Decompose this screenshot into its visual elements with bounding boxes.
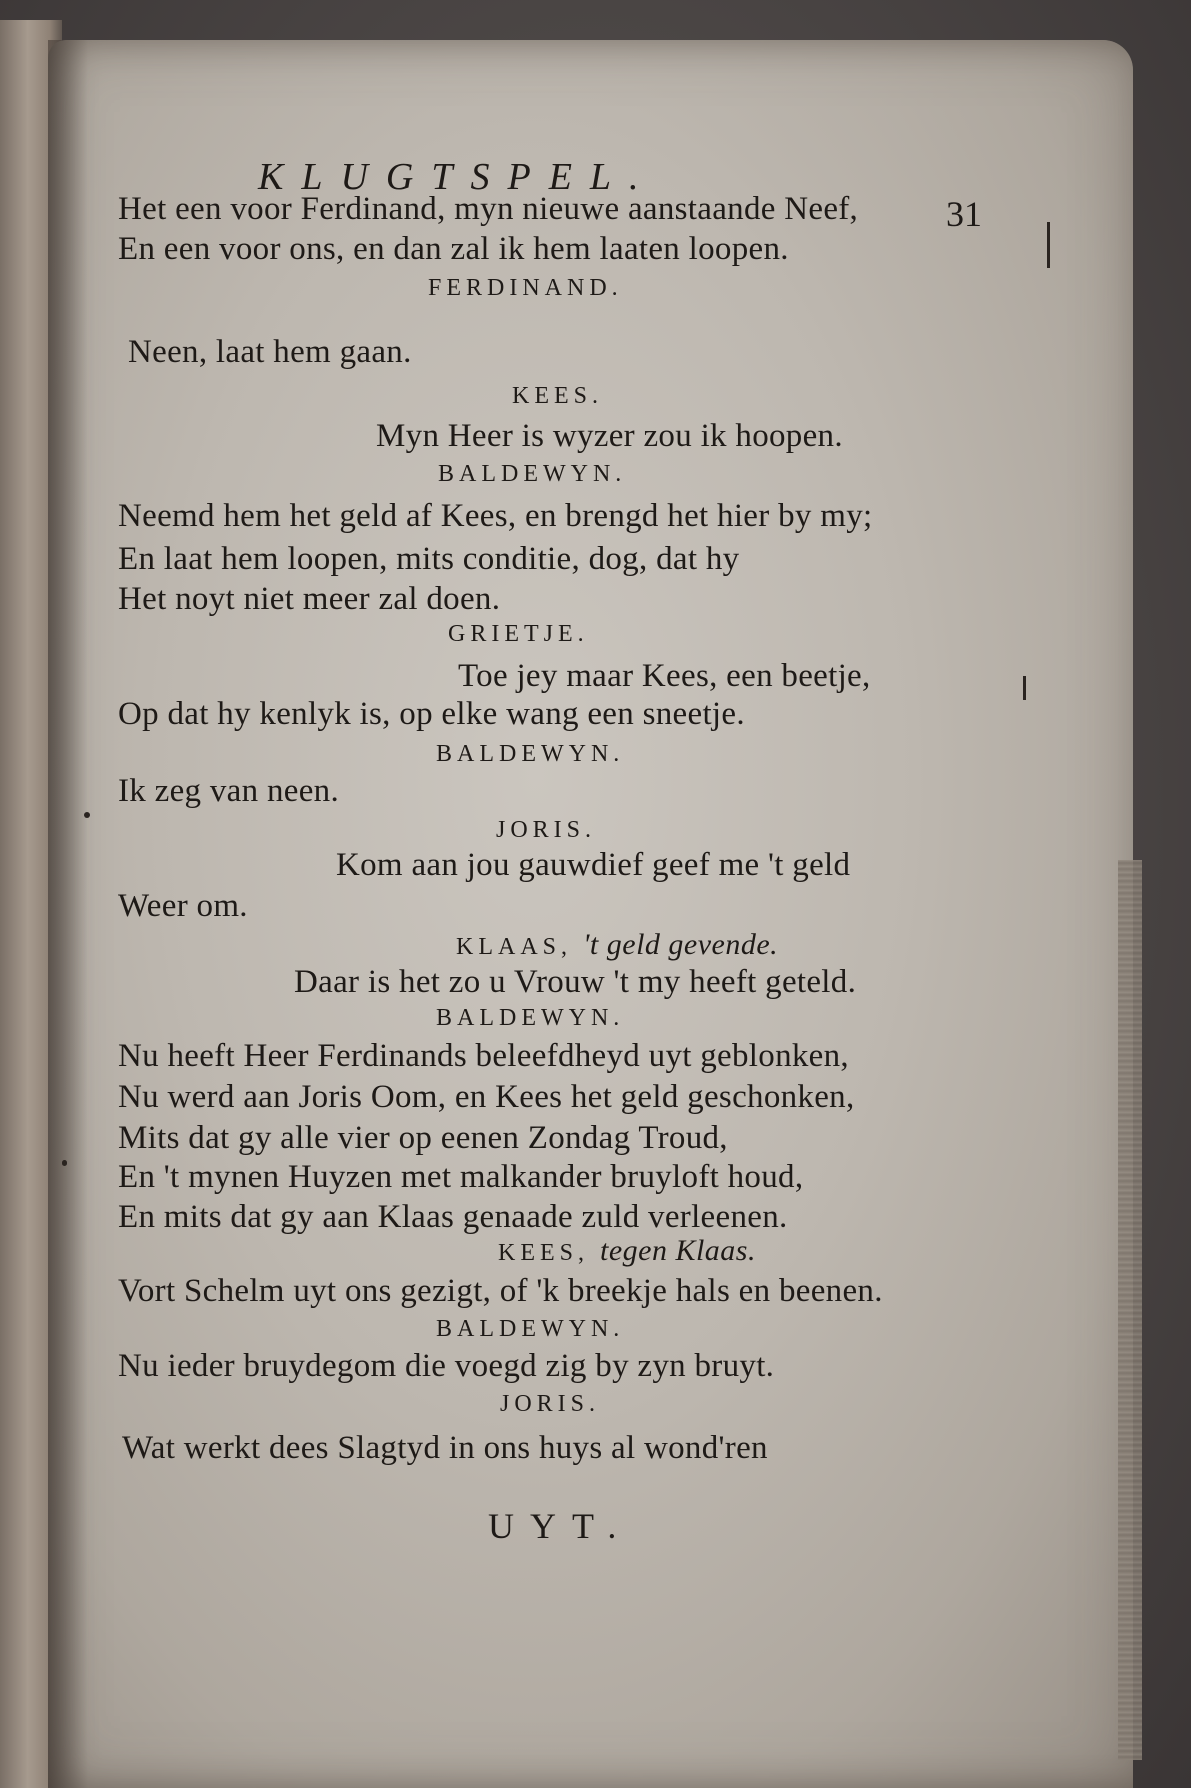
- verse-line: Daar is het zo u Vrouw 't my heeft geteld.: [294, 964, 857, 1000]
- margin-mark: [1023, 676, 1026, 700]
- verse-line: En een voor ons, en dan zal ik hem laaten loopen.: [118, 231, 789, 267]
- verse-line: En mits dat gy aan Klaas genaade zuld verleenen.: [118, 1199, 788, 1235]
- speaker-name: JORIS.: [500, 1391, 601, 1417]
- verse-line: Nu ieder bruydegom die voegd zig by zyn bruyt.: [118, 1348, 775, 1384]
- stage-direction: 't geld gevende.: [583, 928, 779, 961]
- page-fore-edge: [1118, 860, 1142, 1760]
- verse-line: Nu werd aan Joris Oom, en Kees het geld geschonken,: [118, 1079, 855, 1115]
- verse-line: Neen, laat hem gaan.: [128, 334, 412, 370]
- verse-line: Het noyt niet meer zal doen.: [118, 581, 501, 617]
- ink-spot: [62, 1160, 67, 1166]
- speaker-label: KLAAS,: [456, 934, 573, 960]
- verse-line: En laat hem loopen, mits conditie, dog, dat hy: [118, 541, 740, 577]
- stage-direction: tegen Klaas.: [600, 1234, 756, 1267]
- speaker-name: BALDEWYN.: [436, 1005, 625, 1031]
- gutter-shadow: [48, 40, 88, 1788]
- verse-line: Mits dat gy alle vier op eenen Zondag Troud,: [118, 1120, 728, 1156]
- page-number: 31: [946, 194, 982, 234]
- speaker-name: [456, 930, 778, 960]
- running-title: KLUGTSPEL.: [258, 156, 657, 198]
- verse-line: Op dat hy kenlyk is, op elke wang een sneetje.: [118, 696, 745, 732]
- verse-line: Het een voor Ferdinand, myn nieuwe aanstaande Neef,: [118, 191, 859, 227]
- verse-line: Wat werkt dees Slagtyd in ons huys al wond'ren: [122, 1430, 768, 1466]
- verse-line: Toe jey maar Kees, een beetje,: [458, 658, 871, 694]
- verse-line: Nu heeft Heer Ferdinands beleefdheyd uyt geblonken,: [118, 1038, 849, 1074]
- verse-line: Weer om.: [118, 888, 248, 924]
- verse-line: Myn Heer is wyzer zou ik hoopen.: [376, 418, 843, 454]
- verse-line: En 't mynen Huyzen met malkander bruyloft houd,: [118, 1159, 804, 1195]
- speaker-name: FERDINAND.: [428, 275, 623, 301]
- verse-line: Kom aan jou gauwdief geef me 't geld: [336, 847, 851, 883]
- verse-line: Ik zeg van neen.: [118, 773, 340, 809]
- speaker-name: GRIETJE.: [448, 621, 589, 647]
- speaker-name: JORIS.: [496, 817, 597, 843]
- speaker-name: BALDEWYN.: [438, 461, 627, 487]
- ink-spot: [84, 812, 90, 818]
- speaker-name: BALDEWYN.: [436, 1316, 625, 1342]
- margin-mark: [1047, 222, 1050, 268]
- verse-line: Neemd hem het geld af Kees, en brengd het hier by my;: [118, 498, 873, 534]
- speaker-name: KEES.: [512, 383, 603, 409]
- end-mark: UYT.: [488, 1506, 633, 1546]
- speaker-label: KEES,: [498, 1240, 589, 1266]
- speaker-name: BALDEWYN.: [436, 741, 625, 767]
- verse-line: Vort Schelm uyt ons gezigt, of 'k breekje hals en beenen.: [118, 1273, 883, 1309]
- speaker-name: [498, 1236, 756, 1266]
